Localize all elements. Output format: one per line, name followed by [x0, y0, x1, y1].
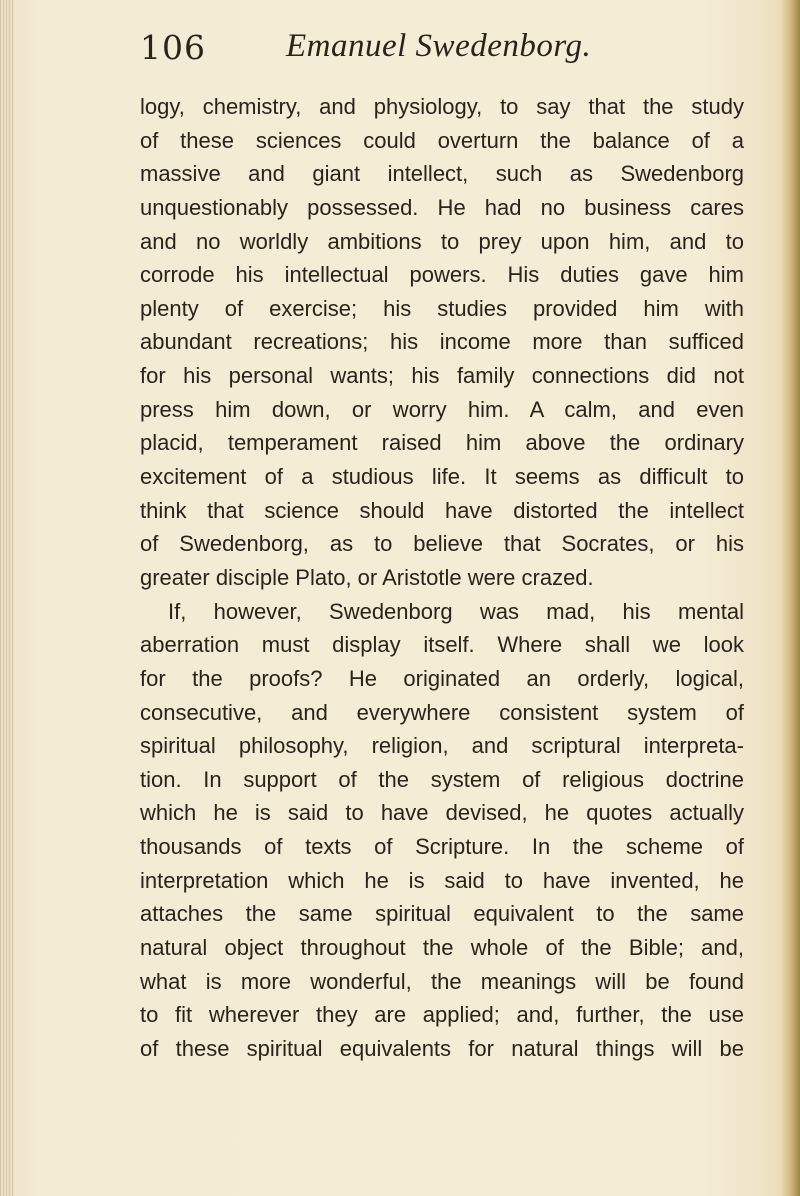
- binding-edge-left: [0, 0, 14, 1196]
- text-line: thousands of texts of Scripture. In the scheme of: [140, 834, 744, 860]
- running-title: Emanuel Swedenborg.: [286, 28, 592, 64]
- text-line: plenty of exercise; his studies provided him with: [140, 295, 744, 321]
- text-line: to fit wherever they are applied; and, further, the use: [140, 1002, 744, 1028]
- text-line: of these sciences could overturn the balance of a: [140, 127, 744, 153]
- text-line: spiritual philosophy, religion, and scriptural interpreta-: [140, 733, 744, 759]
- text-line: placid, temperament raised him above the ordinary: [140, 430, 744, 456]
- text-line: for his personal wants; his family connections did not: [140, 363, 744, 389]
- text-line: unquestionably possessed. He had no business cares: [140, 194, 744, 220]
- text-line: and no worldly ambitions to prey upon him, and to: [140, 228, 744, 254]
- body-text: [140, 90, 744, 1066]
- text-line: for the proofs? He originated an orderly, logical,: [140, 665, 744, 691]
- text-line: logy, chemistry, and physiology, to say that the study: [140, 94, 744, 119]
- text-line: of Swedenborg, as to believe that Socrates, or his: [140, 531, 744, 557]
- text-line: corrode his intellectual powers. His duties gave him: [140, 262, 744, 288]
- text-line: think that science should have distorted the intellect: [140, 497, 744, 523]
- text-line: massive and giant intellect, such as Swedenborg: [140, 161, 744, 187]
- text-line: of these spiritual equivalents for natural things will be: [140, 1035, 744, 1061]
- page-header: [140, 22, 740, 78]
- page-number: 106: [140, 28, 206, 67]
- text-line: interpretation which he is said to have invented, he: [140, 867, 744, 893]
- text-line: natural object throughout the whole of the Bible; and,: [140, 935, 744, 961]
- text-line: what is more wonderful, the meanings will be found: [140, 968, 744, 994]
- text-line: aberration must display itself. Where shall we look: [140, 632, 744, 658]
- text-line: attaches the same spiritual equivalent to the same: [140, 901, 744, 927]
- text-line: press him down, or worry him. A calm, and even: [140, 396, 744, 422]
- paragraph-end-line: greater disciple Plato, or Aristotle were crazed.: [140, 564, 594, 590]
- page-edge-right: [782, 0, 800, 1196]
- text-line: tion. In support of the system of religious doctrine: [140, 766, 744, 792]
- paragraph-start-line: If, however, Swedenborg was mad, his mental: [168, 598, 744, 624]
- text-line: excitement of a studious life. It seems as difficult to: [140, 464, 744, 490]
- text-line: consecutive, and everywhere consistent system of: [140, 699, 744, 725]
- text-line: abundant recreations; his income more than sufficed: [140, 329, 744, 355]
- text-line: which he is said to have devised, he quotes actually: [140, 800, 744, 826]
